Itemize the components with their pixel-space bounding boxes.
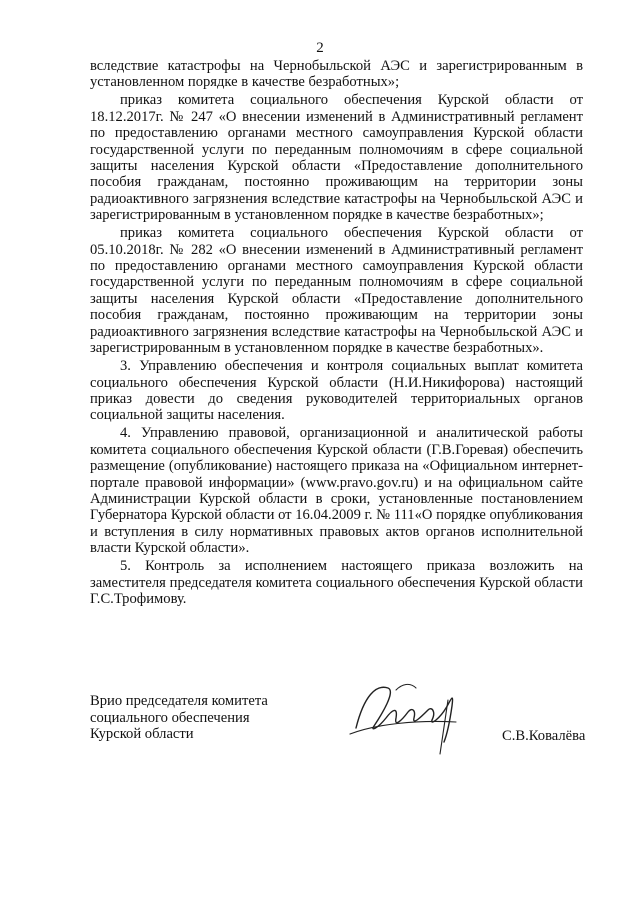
paragraph-order-247: приказ комитета социального обеспечения Курской области от 18.12.2017г. № 247 «О внесении изменений в Административный регламент по предоставлению органами местного самоуправления Курской области государственной услуги по переданным полномочиям в сфере социальной защиты населения Курской области «Предоставление дополнительного пособия гражданам, постоянно проживающим на территории зоны радиоактивного загрязнения вследствие катастрофы на Чернобыльской АЭС и зарегистрированным в установленном порядке в качестве безработных»; (90, 92, 583, 224)
paragraph-item-4: 4. Управлению правовой, организационной и аналитической работы комитета социального обеспечения Курской области (Г.В.Горевая) обеспечить размещение (опубликование) настоящего приказа на «Официальном интернет-портале правовой информации» (www.pravo.gov.ru) и на официальном сайте Администрации Курской области в сроки, установленные постановлением Губернатора Курской области от 16.04.2009 г. № 111«О порядке опубликования и вступления в силу нормативных правовых актов органов исполнительной власти Курской области». (90, 425, 583, 557)
document-body (90, 58, 583, 609)
signatory-title-line-3: Курской области (90, 726, 194, 742)
handwritten-signature (336, 666, 486, 766)
page-number: 2 (316, 40, 324, 56)
signatory-title (90, 693, 268, 743)
signatory-title-line-2: социального обеспечения (90, 709, 250, 726)
signatory-title-line-1: Врио председателя комитета (90, 693, 268, 709)
signatory-name: С.В.Ковалёва (502, 728, 586, 744)
paragraph-continuation: вследствие катастрофы на Чернобыльской АЭС и зарегистрированным в установленном порядке в качестве безработных»; (90, 58, 583, 91)
paragraph-order-282: приказ комитета социального обеспечения Курской области от 05.10.2018г. № 282 «О внесении изменений в Административный регламент по предоставлению органами местного самоуправления Курской области государственной услуги по переданным полномочиям в сфере социальной защиты населения Курской области «Предоставление дополнительного пособия гражданам, постоянно проживающим на территории зоны радиоактивного загрязнения вследствие катастрофы на Чернобыльской АЭС и зарегистрированным в установленном порядке в качестве безработных». (90, 225, 583, 357)
paragraph-item-5: 5. Контроль за исполнением настоящего приказа возложить на заместителя председателя комитета социального обеспечения Курской области Г.С.Трофимову. (90, 558, 583, 607)
paragraph-item-3: 3. Управлению обеспечения и контроля социальных выплат комитета социального обеспечения Курской области (Н.И.Никифорова) настоящий приказ довести до сведения руководителей территориальных органов социальной защиты населения. (90, 358, 583, 424)
